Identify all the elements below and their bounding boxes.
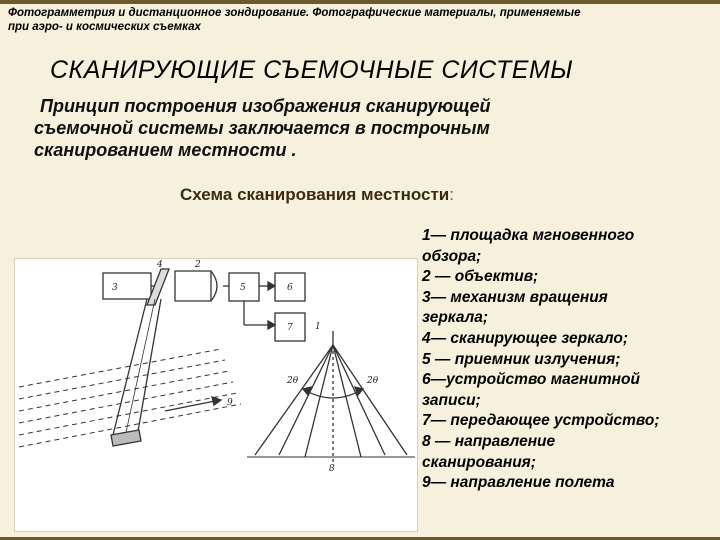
label-9: 9 <box>227 398 233 408</box>
intro-line-2: съемочной системы заключается в построчным <box>34 118 490 138</box>
legend-line: 5 — приемник излучения; <box>422 350 621 368</box>
instantaneous-field-1 <box>111 430 141 446</box>
intro-line-1: Принцип построения изображения сканирующей <box>40 96 491 116</box>
top-border <box>0 0 720 4</box>
angle-label-right: 2θ <box>367 376 379 386</box>
legend-line: 9— направление полета <box>422 474 615 492</box>
legend-list <box>422 226 716 494</box>
diagram-caption <box>180 185 454 205</box>
scanning-mirror-4 <box>147 269 169 305</box>
caption-text: Схема сканирования местности <box>180 185 450 204</box>
legend-line: 2 — объектив; <box>422 268 539 286</box>
label-6: 6 <box>287 283 293 293</box>
legend-line: обзора; <box>422 247 482 265</box>
scanning-diagram <box>14 258 418 532</box>
label-7: 7 <box>287 323 293 333</box>
intro-line-3: сканированием местности . <box>34 140 297 160</box>
legend-line: 4— сканирующее зеркало; <box>422 329 629 347</box>
label-8: 8 <box>329 464 335 474</box>
label-3: 3 <box>112 283 118 293</box>
legend-line: зеркала; <box>422 309 489 327</box>
legend-line: 8 — направление <box>422 432 556 450</box>
scanning-diagram-drawing <box>15 259 417 531</box>
legend-line: 6—устройство магнитной <box>422 371 640 389</box>
legend-line: 1— площадка мгновенного <box>422 227 635 244</box>
box-3-rotation-mechanism <box>103 273 151 299</box>
slide-title: СКАНИРУЮЩИЕ СЪЕМОЧНЫЕ СИСТЕМЫ <box>50 56 573 84</box>
caption-colon: : <box>449 185 454 204</box>
header-line-1: Фотограмметрия и дистанционное зондирование. Фотографические материалы, применяемые <box>8 7 581 19</box>
slide-header <box>8 6 628 34</box>
header-line-2: при аэро- и космических съемках <box>8 21 201 33</box>
legend-line: 3— механизм вращения <box>422 288 608 306</box>
legend-line: 7— передающее устройство; <box>422 412 660 430</box>
legend-line: сканирования; <box>422 453 536 471</box>
legend-line: записи; <box>422 391 481 409</box>
beam-right <box>137 299 161 437</box>
label-4: 4 <box>157 260 163 270</box>
intro-paragraph <box>34 95 654 161</box>
label-1-right: 1 <box>315 322 321 332</box>
label-5: 5 <box>240 283 246 293</box>
label-2: 2 <box>195 260 201 270</box>
angle-label-left: 2θ <box>287 376 299 386</box>
